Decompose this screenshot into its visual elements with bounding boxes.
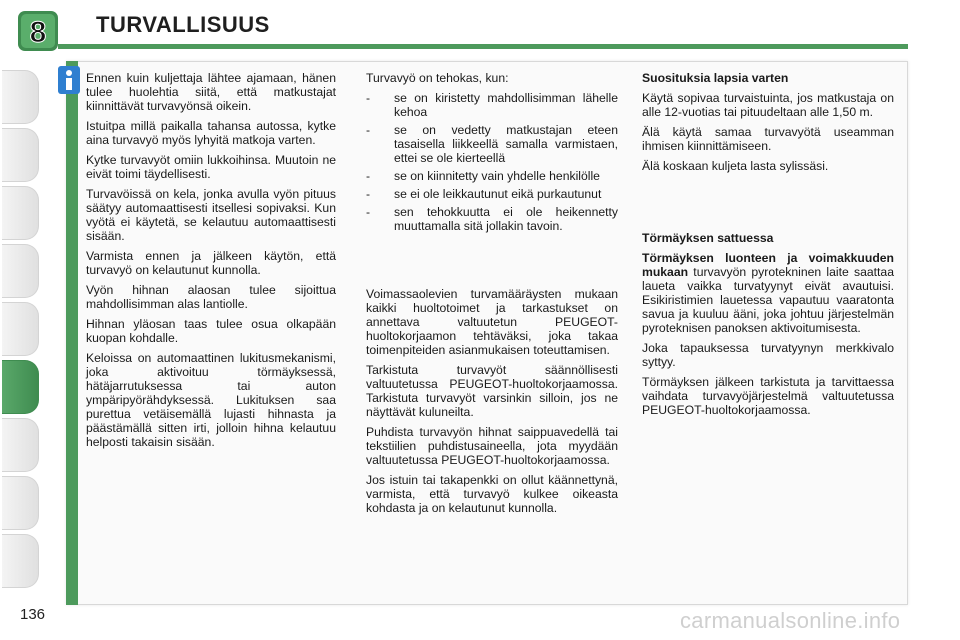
conditions-intro: Turvavyö on tehokas, kun: [366,71,509,85]
column-seat-belt-usage [86,71,336,455]
column-effectiveness [366,71,618,521]
paragraph: Keloissa on automaattinen lukitusmekanismi, joka aktivoituu törmäyksessä, hätäjarrutuksessa tai auton ympäripyörähdyksessä. Lukituksen saa purettua vetäisemällä lujasti hihnasta ja päästämällä sitten irti, jolloin hihna kelautuu helposti takaisin sisään. [86,351,336,449]
paragraph: Ennen kuin kuljettaja lähtee ajamaan, hänen tulee huolehtia siitä, että matkustajat kiinnittävät turvavyönsä oikein. [86,71,336,113]
list-item: - se on kiinnitetty vain yhdelle henkilölle [366,169,618,183]
spacer [642,179,894,231]
paragraph: Joka tapauksessa turvatyynyn merkkivalo syttyy. [642,341,894,369]
paragraph: Käytä sopivaa turvaistuinta, jos matkustaja on alle 12-vuotias tai pituudeltaan alle 1,50 m. [642,91,894,119]
page-title: TURVALLISUUS [96,12,270,37]
paragraph: Kytke turvavyöt omiin lukkoihinsa. Muutoin ne eivät toimi täydellisesti. [86,153,336,181]
info-icon [58,66,80,94]
paragraph: Älä käytä samaa turvavyötä useamman ihmisen kiinnittämiseen. [642,125,894,153]
column-children-and-collision [642,71,894,423]
bold-lead: Törmäyksen luonteen ja voimakkuuden mukaan [642,251,894,279]
chapter-badge [14,8,64,54]
section-heading: Törmäyksen sattuessa [642,231,774,245]
section-heading: Suosituksia lapsia varten [642,71,789,85]
list-item: - sen tehokkuutta ei ole heikennetty muuttamalla sitä jollakin tavoin. [366,205,618,233]
paragraph: Puhdista turvavyön hihnat saippuavedellä tai tekstiilien puhdistusaineella, jota myydään valtuutetussa PEUGEOT-huoltokorjaamossa. [366,425,618,467]
chapter-tab[interactable] [2,418,39,472]
chapter-tab[interactable] [2,476,39,530]
chapter-tab[interactable] [2,244,39,298]
lead-rest: turvavyön pyrotekninen laite saattaa laueta vaikka turvatyynyt eivät avautuisi. Esikiristimien lauetessa vapautuu vaaratonta savua ja kuuluu ääni, joka johtuu järjestelmän pyroteknisen panoksen aktivoitumisesta. [642,265,894,335]
chapter-tabs [0,60,44,580]
chapter-tab-active[interactable] [2,360,39,414]
chapter-tab[interactable] [2,302,39,356]
list-item: - se on kiristetty mahdollisimman lähelle kehoa [366,91,618,119]
list-item: - se ei ole leikkautunut eikä purkautunut [366,187,618,201]
paragraph: Istuitpa millä paikalla tahansa autossa, kytke aina turvavyö myös lyhyitä matkoja varten. [86,119,336,147]
paragraph: Törmäyksen jälkeen tarkistuta ja tarvittaessa vaihdata turvavyöjärjestelmä valtuutetussa PEUGEOT-huoltokorjaamossa. [642,375,894,417]
paragraph: Hihnan yläosan taas tulee osua olkapään kuopan kohdalle. [86,317,336,345]
chapter-tab[interactable] [2,128,39,182]
paragraph: Älä koskaan kuljeta lasta sylissäsi. [642,159,829,173]
frame-accent [66,61,78,605]
spacer [366,239,618,287]
list-item: - se on vedetty matkustajan eteen tasaisella liikkeellä samalla varmistaen, ettei se ole kierteellä [366,123,618,165]
header-rule [58,44,908,49]
paragraph: Turvavöissä on kela, jonka avulla vyön pituus säätyy automaattisesti itsellesi sopivaksi. Kun vyötä ei käytetä, se kelautuu automaattisesti sisään. [86,187,336,243]
chapter-number: 8 [29,16,47,49]
chapter-tab[interactable] [2,186,39,240]
conditions-list [366,91,618,233]
collision-paragraph [642,251,894,335]
paragraph: Varmista ennen ja jälkeen käytön, että turvavyö on kelautunut kunnolla. [86,249,336,277]
paragraph: Tarkistuta turvavyöt säännöllisesti valtuutetussa PEUGEOT-huoltokorjaamossa. Tarkistuta turvavyöt varsinkin silloin, jos ne näyttävät kuluneilta. [366,363,618,419]
paragraph: Vyön hihnan alaosan tulee sijoittua mahdollisimman alas lantiolle. [86,283,336,311]
paragraph: Jos istuin tai takapenkki on ollut käännettynä, varmista, että turvavyö kulkee oikeasta kohdasta ja on kelautunut kunnolla. [366,473,618,515]
chapter-tab[interactable] [2,534,39,588]
paragraph: Voimassaolevien turvamääräysten mukaan kaikki huoltotoimet ja tarkastukset on annettava valtuutetun PEUGEOT-huoltokorjaamon tehtäväksi, joka takaa toimenpiteiden asianmukaisen toteuttamisen. [366,287,618,357]
page-number: 136 [20,606,46,623]
chapter-tab[interactable] [2,70,39,124]
watermark: carmanualsonline.info [680,608,901,633]
